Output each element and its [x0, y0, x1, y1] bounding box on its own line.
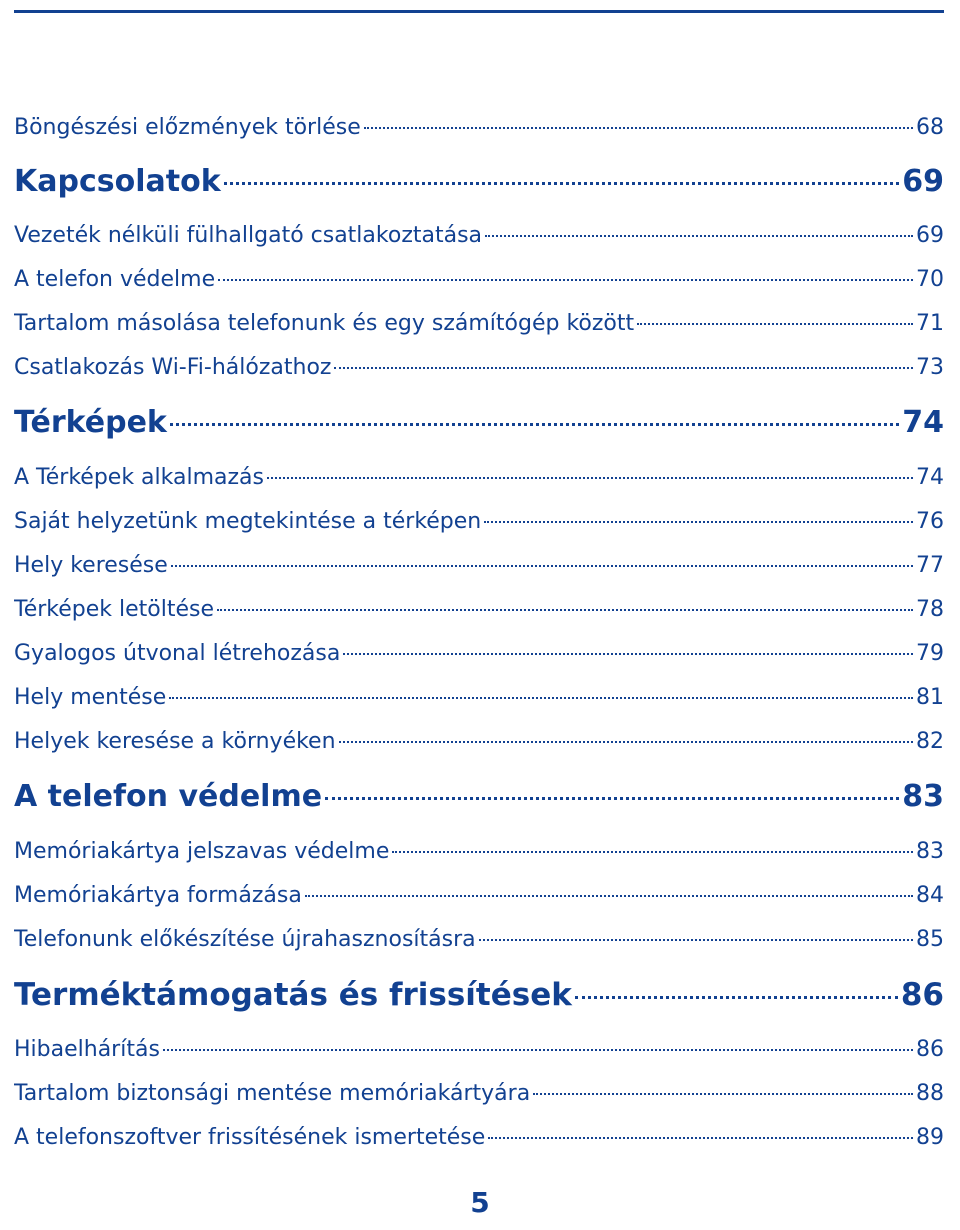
toc-entry-page: 88 [916, 1081, 944, 1106]
toc-entry[interactable] [14, 346, 944, 390]
toc-section-heading[interactable] [14, 764, 944, 830]
toc-entry[interactable] [14, 918, 944, 962]
toc-entry-label: Tartalom biztonsági mentése memóriakártyára [14, 1081, 531, 1106]
toc-entry-page: 74 [916, 465, 944, 490]
toc-entry-page: 86 [916, 1037, 944, 1062]
toc-entry-page: 81 [916, 685, 944, 710]
toc-entry-label: Memóriakártya jelszavas védelme [14, 839, 390, 864]
toc-entry-page: 89 [916, 1125, 944, 1150]
toc-entry-page: 77 [916, 553, 944, 578]
toc-section-heading[interactable] [14, 390, 944, 456]
toc-entry-page: 70 [916, 267, 944, 292]
dot-leader [171, 565, 913, 567]
toc-entry-label: A telefon védelme [14, 267, 216, 292]
dot-leader [637, 323, 913, 325]
page-number: 5 [470, 1186, 490, 1219]
table-of-contents [14, 106, 944, 1160]
toc-entry-page: 69 [916, 223, 944, 248]
dot-leader [488, 1137, 913, 1139]
toc-entry-label: Gyalogos útvonal létrehozása [14, 641, 341, 666]
dot-leader [533, 1093, 913, 1095]
toc-entry-page: 68 [916, 115, 944, 140]
toc-entry-label: Memóriakártya formázása [14, 883, 302, 908]
dot-leader [334, 367, 913, 369]
toc-entry[interactable] [14, 676, 944, 720]
dot-leader [484, 521, 913, 523]
dot-leader [339, 741, 913, 743]
toc-section-page: 83 [902, 779, 944, 814]
dot-leader [305, 895, 913, 897]
toc-entry[interactable] [14, 830, 944, 874]
toc-entry-page: 71 [916, 311, 944, 336]
dot-leader [325, 797, 899, 800]
toc-entry[interactable] [14, 456, 944, 500]
dot-leader [170, 423, 899, 426]
toc-entry-page: 73 [916, 355, 944, 380]
toc-entry-label: A Térképek alkalmazás [14, 465, 264, 490]
toc-entry-label: Hibaelhárítás [14, 1037, 160, 1062]
toc-entry[interactable] [14, 302, 944, 346]
toc-section-page: 69 [902, 164, 944, 199]
toc-entry-label: Böngészési előzmények törlése [14, 115, 361, 140]
toc-entry-label: Térképek letöltése [14, 597, 215, 622]
toc-section-page: 74 [902, 405, 944, 440]
toc-entry[interactable] [14, 258, 944, 302]
dot-leader [169, 697, 913, 699]
toc-entry-label: Helyek keresése a környéken [14, 729, 336, 754]
toc-entry[interactable] [14, 500, 944, 544]
toc-entry-label: Hely keresése [14, 553, 168, 578]
dot-leader [163, 1049, 913, 1051]
toc-entry[interactable] [14, 214, 944, 258]
toc-entry[interactable] [14, 720, 944, 764]
toc-entry-page: 84 [916, 883, 944, 908]
dot-leader [364, 127, 913, 129]
toc-entry-page: 83 [916, 839, 944, 864]
dot-leader [392, 851, 913, 853]
toc-section-heading[interactable] [14, 150, 944, 214]
toc-entry[interactable] [14, 544, 944, 588]
toc-entry-label: Saját helyzetünk megtekintése a térképen [14, 509, 482, 534]
toc-entry[interactable] [14, 588, 944, 632]
toc-entry[interactable] [14, 1116, 944, 1160]
toc-entry-page: 85 [916, 927, 944, 952]
toc-entry-label: A telefonszoftver frissítésének ismertetése [14, 1125, 486, 1150]
toc-entry-page: 76 [916, 509, 944, 534]
toc-entry-label: Hely mentése [14, 685, 167, 710]
toc-section-heading[interactable] [14, 962, 944, 1028]
dot-leader [267, 477, 913, 479]
dot-leader [218, 279, 913, 281]
toc-entry-label: Vezeték nélküli fülhallgató csatlakoztatása [14, 223, 483, 248]
toc-section-page: 86 [900, 977, 944, 1013]
dot-leader [485, 235, 913, 237]
toc-entry-label: Telefonunk előkészítése újrahasznosításra [14, 927, 476, 952]
dot-leader [479, 939, 913, 941]
toc-entry-page: 82 [916, 729, 944, 754]
toc-entry-label: Tartalom másolása telefonunk és egy számítógép között [14, 311, 635, 336]
toc-section-label: A telefon védelme [14, 779, 323, 814]
toc-section-label: Terméktámogatás és frissítések [14, 977, 572, 1013]
toc-entry-page: 78 [916, 597, 944, 622]
toc-entry[interactable] [14, 1072, 944, 1116]
top-rule [14, 10, 944, 13]
toc-entry[interactable] [14, 106, 944, 150]
dot-leader [224, 182, 900, 185]
toc-entry[interactable] [14, 874, 944, 918]
dot-leader [343, 653, 913, 655]
toc-entry-label: Csatlakozás Wi-Fi-hálózathoz [14, 355, 332, 380]
toc-entry-page: 79 [916, 641, 944, 666]
toc-section-label: Kapcsolatok [14, 164, 221, 199]
toc-entry[interactable] [14, 632, 944, 676]
dot-leader [217, 609, 913, 611]
toc-section-label: Térképek [14, 405, 167, 440]
toc-entry[interactable] [14, 1028, 944, 1072]
dot-leader [575, 996, 898, 999]
